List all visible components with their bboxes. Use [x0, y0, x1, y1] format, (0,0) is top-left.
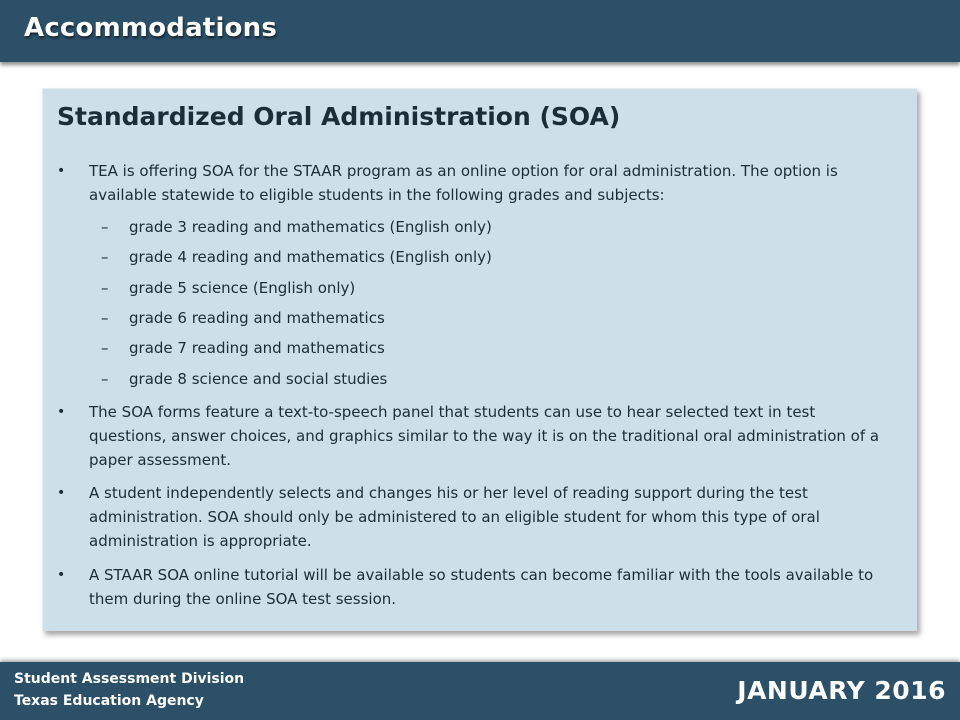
dash-icon: –: [101, 279, 109, 297]
footer-division: Student Assessment Division: [14, 671, 245, 687]
dash-icon: –: [101, 218, 109, 236]
sub-item-text: grade 4 reading and mathematics (English only): [129, 248, 492, 266]
bullet-text: A student independently selects and changes his or her level of reading support during the test administration. SOA should only be administered to an eligible student for whom this type of oral administration is appropriate.: [89, 484, 820, 550]
bullet-icon: •: [57, 485, 66, 501]
bullet-item: [57, 159, 895, 207]
bullet-icon: •: [57, 163, 66, 179]
bullet-icon: •: [57, 567, 66, 583]
bullet-icon: •: [57, 404, 66, 420]
sub-list-item: [101, 277, 355, 299]
dash-icon: –: [101, 370, 109, 388]
sub-list-item: [101, 307, 385, 329]
bullet-item: [57, 481, 895, 553]
sub-item-text: grade 5 science (English only): [129, 279, 356, 297]
slide-title: Standardized Oral Administration (SOA): [57, 102, 621, 131]
sub-list-item: [101, 216, 492, 238]
footer-bar: [0, 662, 960, 720]
dash-icon: –: [101, 248, 109, 266]
footer-agency: Texas Education Agency: [14, 693, 204, 709]
bullet-item: [57, 400, 895, 472]
dash-icon: –: [101, 339, 109, 357]
footer-date: JANUARY 2016: [737, 676, 946, 705]
dash-icon: –: [101, 309, 109, 327]
sub-list-item: [101, 246, 492, 268]
sub-item-text: grade 7 reading and mathematics: [129, 339, 385, 357]
sub-list-item: [101, 368, 387, 390]
sub-list-item: [101, 337, 385, 359]
bullet-text: TEA is offering SOA for the STAAR program as an online option for oral administration. The option is available statewide to eligible students in the following grades and subjects:: [89, 162, 838, 204]
content-card: [42, 88, 917, 631]
sub-item-text: grade 8 science and social studies: [129, 370, 388, 388]
sub-item-text: grade 6 reading and mathematics: [129, 309, 385, 327]
bullet-text: The SOA forms feature a text-to-speech panel that students can use to hear selected text in test questions, answer choices, and graphics similar to the way it is on the traditional oral administration of a paper assessment.: [89, 403, 880, 469]
bullet-text: A STAAR SOA online tutorial will be available so students can become familiar with the tools available to them during the online SOA test session.: [89, 566, 874, 608]
slide-section-title: Accommodations: [24, 13, 277, 43]
sub-item-text: grade 3 reading and mathematics (English only): [129, 218, 492, 236]
bullet-item: [57, 563, 895, 611]
header-bar: [0, 0, 960, 62]
